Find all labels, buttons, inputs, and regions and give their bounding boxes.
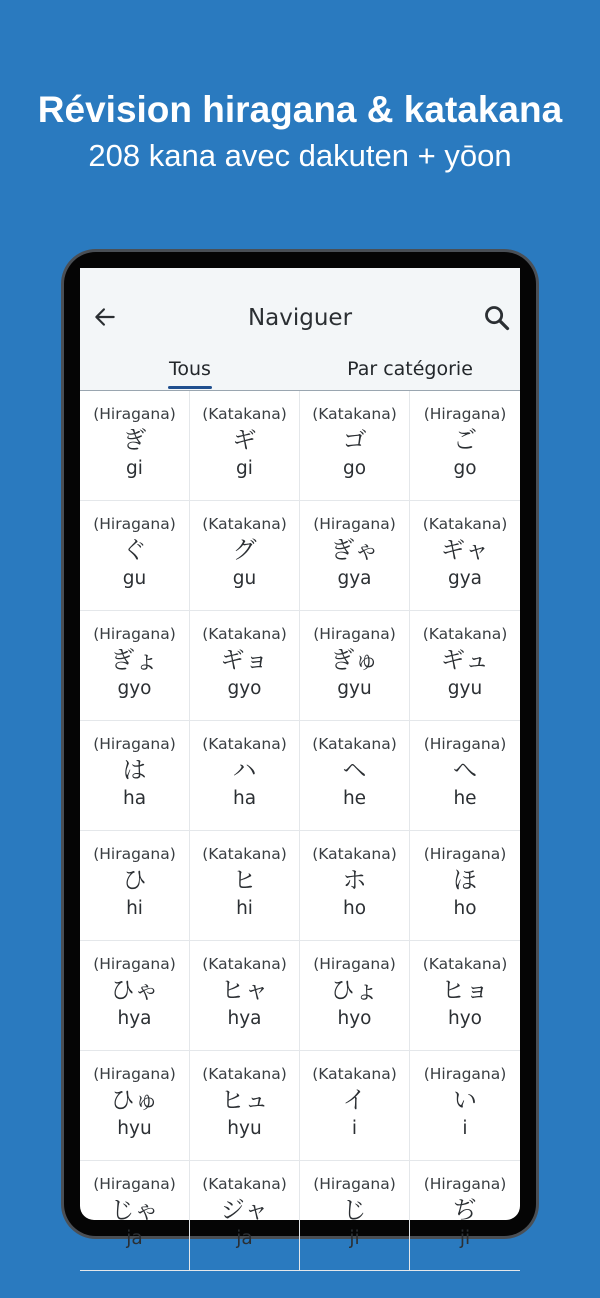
kana-cell[interactable]	[410, 941, 520, 1051]
kana-character: は	[122, 756, 147, 784]
kana-cell[interactable]	[410, 391, 520, 501]
kana-romaji: gya	[337, 568, 372, 589]
kana-script-label: (Hiragana)	[423, 735, 507, 753]
kana-cell[interactable]	[190, 611, 300, 721]
kana-script-label: (Hiragana)	[313, 955, 396, 973]
kana-character: ぎゃ	[330, 536, 379, 564]
kana-script-label: (Hiragana)	[313, 1175, 396, 1193]
kana-cell[interactable]	[410, 831, 520, 941]
kana-character: ひゅ	[110, 1086, 159, 1114]
kana-romaji: gya	[447, 568, 483, 589]
kana-script-label: (Hiragana)	[423, 1065, 507, 1083]
kana-cell[interactable]	[410, 1161, 520, 1271]
kana-script-label: (Hiragana)	[423, 845, 507, 863]
kana-character: ぎょ	[110, 646, 159, 674]
kana-cell[interactable]	[190, 501, 300, 611]
kana-cell[interactable]	[80, 611, 190, 721]
kana-romaji: hya	[227, 1008, 262, 1029]
kana-character: ぢ	[453, 1196, 477, 1224]
kana-cell[interactable]	[80, 1161, 190, 1271]
kana-script-label: (Katakana)	[312, 735, 397, 753]
search-icon[interactable]	[483, 304, 511, 332]
kana-script-label: (Katakana)	[312, 845, 397, 863]
kana-character: ゴ	[342, 426, 367, 454]
kana-romaji: ho	[342, 898, 367, 919]
selected-tab-indicator	[168, 386, 212, 389]
kana-script-label: (Katakana)	[202, 735, 287, 753]
kana-script-label: (Hiragana)	[93, 625, 176, 643]
kana-romaji: he	[342, 788, 367, 809]
kana-romaji: gi	[126, 458, 143, 479]
tab-all[interactable]: Tous	[169, 358, 211, 380]
kana-script-label: (Hiragana)	[93, 1175, 176, 1193]
kana-romaji: go	[453, 458, 477, 479]
kana-cell[interactable]	[300, 1161, 410, 1271]
kana-character: ギュ	[441, 646, 489, 674]
kana-script-label: (Katakana)	[202, 1065, 287, 1083]
kana-romaji: he	[453, 788, 477, 809]
kana-character: ジャ	[220, 1196, 269, 1224]
kana-romaji: i	[462, 1118, 468, 1139]
kana-cell[interactable]	[300, 611, 410, 721]
kana-character: ヒャ	[220, 976, 269, 1004]
kana-character: ぎゅ	[330, 646, 379, 674]
kana-script-label: (Hiragana)	[423, 1175, 507, 1193]
kana-cell[interactable]	[80, 501, 190, 611]
kana-character: ハ	[232, 756, 257, 784]
kana-script-label: (Katakana)	[202, 955, 287, 973]
kana-character: ヒュ	[220, 1086, 269, 1114]
kana-cell[interactable]	[80, 391, 190, 501]
kana-script-label: (Katakana)	[202, 515, 287, 533]
kana-character: ヒ	[232, 866, 257, 894]
kana-cell[interactable]	[190, 831, 300, 941]
kana-script-label: (Katakana)	[202, 845, 287, 863]
kana-script-label: (Hiragana)	[93, 405, 176, 423]
promo-title: Révision hiragana & katakana	[37, 89, 563, 130]
page-title: Naviguer	[247, 305, 353, 331]
kana-character: ぐ	[122, 536, 147, 564]
kana-cell[interactable]	[300, 831, 410, 941]
kana-script-label: (Hiragana)	[93, 515, 176, 533]
kana-character: ギ	[232, 426, 257, 454]
kana-script-label: (Hiragana)	[93, 955, 176, 973]
kana-cell[interactable]	[80, 1051, 190, 1161]
kana-script-label: (Katakana)	[202, 1175, 287, 1193]
kana-romaji: hya	[117, 1008, 152, 1029]
kana-grid	[80, 391, 520, 1271]
kana-romaji: hyo	[448, 1008, 482, 1029]
kana-cell[interactable]	[190, 1161, 300, 1271]
kana-romaji: gyu	[337, 678, 372, 699]
kana-cell[interactable]	[300, 1051, 410, 1161]
kana-romaji: ho	[453, 898, 477, 919]
kana-character: ひょ	[330, 976, 379, 1004]
kana-romaji: ji	[459, 1228, 471, 1249]
kana-script-label: (Katakana)	[202, 405, 287, 423]
kana-cell[interactable]	[80, 831, 190, 941]
kana-romaji: hyu	[117, 1118, 152, 1139]
kana-romaji: gi	[236, 458, 253, 479]
kana-romaji: i	[351, 1118, 358, 1139]
kana-romaji: gu	[122, 568, 147, 589]
tab-by-category[interactable]: Par catégorie	[347, 358, 473, 380]
kana-script-label: (Hiragana)	[93, 845, 176, 863]
kana-character: い	[453, 1086, 477, 1114]
kana-cell[interactable]	[300, 941, 410, 1051]
kana-romaji: gyo	[117, 678, 152, 699]
kana-romaji: ji	[349, 1228, 360, 1249]
kana-script-label: (Hiragana)	[313, 625, 396, 643]
kana-romaji: gyu	[447, 678, 483, 699]
kana-cell[interactable]	[190, 391, 300, 501]
kana-script-label: (Hiragana)	[423, 405, 507, 423]
kana-romaji: ha	[232, 788, 257, 809]
kana-script-label: (Katakana)	[422, 515, 508, 533]
kana-romaji: ja	[126, 1228, 143, 1249]
kana-cell[interactable]	[410, 501, 520, 611]
kana-character: じ	[342, 1196, 367, 1224]
kana-character: ほ	[453, 866, 477, 894]
kana-romaji: gyo	[227, 678, 262, 699]
app-bar	[80, 268, 520, 391]
kana-script-label: (Hiragana)	[313, 515, 396, 533]
kana-cell[interactable]	[80, 941, 190, 1051]
kana-script-label: (Katakana)	[422, 625, 508, 643]
kana-cell[interactable]	[300, 391, 410, 501]
kana-romaji: ja	[236, 1228, 253, 1249]
kana-script-label: (Katakana)	[312, 405, 397, 423]
kana-character: グ	[232, 536, 257, 564]
kana-cell[interactable]	[300, 501, 410, 611]
kana-character: ご	[453, 426, 477, 454]
kana-cell[interactable]	[410, 721, 520, 831]
kana-cell[interactable]	[190, 1051, 300, 1161]
kana-romaji: hi	[126, 898, 143, 919]
kana-character: ぎ	[122, 426, 147, 454]
promo-subtitle: 208 kana avec dakuten + yōon	[88, 138, 512, 173]
phone-screen	[80, 268, 520, 1249]
kana-cell[interactable]	[300, 721, 410, 831]
kana-character: ヘ	[342, 756, 367, 784]
kana-script-label: (Katakana)	[422, 955, 508, 973]
kana-character: ホ	[342, 866, 367, 894]
kana-script-label: (Hiragana)	[93, 735, 176, 753]
kana-cell[interactable]	[190, 941, 300, 1051]
kana-character: ひゃ	[110, 976, 159, 1004]
kana-romaji: hyu	[227, 1118, 262, 1139]
kana-script-label: (Katakana)	[202, 625, 287, 643]
kana-script-label: (Katakana)	[312, 1065, 397, 1083]
kana-cell[interactable]	[80, 721, 190, 831]
kana-character: ギャ	[441, 536, 489, 564]
kana-character: へ	[453, 756, 477, 784]
kana-character: ギョ	[220, 646, 269, 674]
kana-cell[interactable]	[410, 1051, 520, 1161]
kana-character: じゃ	[110, 1196, 159, 1224]
kana-character: イ	[342, 1086, 367, 1114]
kana-romaji: hyo	[337, 1008, 372, 1029]
kana-romaji: go	[342, 458, 367, 479]
kana-character: ひ	[122, 866, 147, 894]
kana-cell[interactable]	[190, 721, 300, 831]
kana-cell[interactable]	[410, 611, 520, 721]
kana-character: ヒョ	[441, 976, 489, 1004]
kana-romaji: gu	[232, 568, 257, 589]
kana-romaji: ha	[122, 788, 147, 809]
kana-romaji: hi	[236, 898, 253, 919]
kana-script-label: (Hiragana)	[93, 1065, 176, 1083]
